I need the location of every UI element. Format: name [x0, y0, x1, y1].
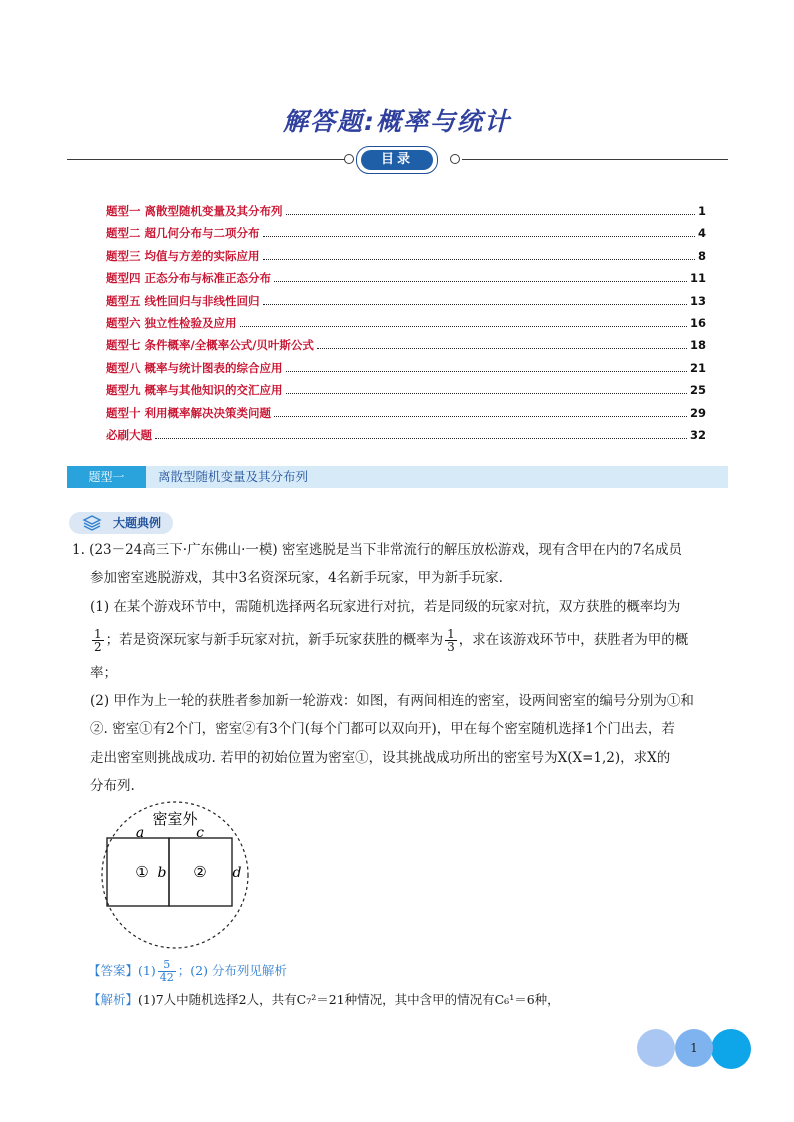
analysis-text: (1)7人中随机选择2人，共有C₇²＝21种情况，其中含甲的情况有C₆¹＝6种，: [138, 992, 560, 1007]
toc-entry-label[interactable]: 必刷大题: [106, 427, 152, 442]
toc-leader: [317, 348, 687, 349]
door-c-label: c: [196, 825, 204, 841]
problem-text-segment: ；若是资深玩家与新手玩家对抗，新手玩家获胜的概率为: [105, 631, 444, 648]
door-a-label: a: [135, 825, 145, 841]
toc-leader: [274, 281, 687, 282]
problem-text: [72, 536, 732, 800]
toc-entry-label[interactable]: 题型十 利用概率解决决策类问题: [106, 405, 272, 420]
toc-entry[interactable]: [106, 270, 706, 292]
divider-dot-left: [344, 154, 354, 164]
toc-entry[interactable]: [106, 427, 706, 449]
problem-line: (1) 在某个游戏环节中，需随机选择两名玩家进行对抗，若是同级的玩家对抗，双方获胜的概率均为: [90, 598, 681, 615]
page-number-badge: [637, 1029, 752, 1067]
toc-entry[interactable]: [106, 293, 706, 315]
example-badge: [69, 512, 173, 534]
decor-circle: [637, 1029, 675, 1067]
toc-leader: [286, 214, 695, 215]
fraction: [445, 628, 457, 653]
toc-entry-page[interactable]: 1: [697, 204, 706, 218]
problem-line: 分布列.: [90, 778, 135, 795]
table-of-contents: [106, 203, 706, 449]
toc-leader: [240, 326, 687, 327]
door-b-label: b: [157, 865, 167, 881]
toc-entry-label[interactable]: 题型七 条件概率/全概率公式/贝叶斯公式: [106, 338, 314, 353]
fraction: [92, 628, 104, 653]
analysis-tag: 【解析】: [88, 992, 139, 1007]
problem-line: 走出密室则挑战成功. 若甲的初始位置为密室①，设其挑战成功所出的密室号为X(X=1,2)，求X的: [90, 749, 671, 766]
fraction-denominator: 42: [159, 971, 174, 984]
answer-line: [88, 959, 287, 984]
fraction-denominator: 2: [94, 639, 102, 654]
badge-label: 大题典例: [113, 516, 162, 530]
toc-entry-label[interactable]: 题型六 独立性检验及应用: [106, 315, 237, 330]
decor-circle: [711, 1029, 751, 1069]
outside-label: 密室外: [152, 810, 198, 828]
answer-part2: ；(2) 分布列见解析: [177, 963, 287, 978]
toc-leader: [263, 259, 695, 260]
toc-leader: [286, 371, 687, 372]
problem-line: 1. (23－24高三下·广东佛山·一模) 密室逃脱是当下非常流行的解压放松游戏，现有含甲在内的7名成员: [72, 542, 683, 558]
toc-leader: [263, 304, 687, 305]
toc-entry[interactable]: [106, 405, 706, 427]
toc-entry-page[interactable]: 13: [689, 293, 706, 308]
problem-line: 率；: [90, 664, 117, 681]
toc-entry-label[interactable]: 题型二 超几何分布与二项分布: [106, 226, 260, 241]
toc-leader: [286, 393, 687, 394]
room-1-label: ①: [135, 863, 149, 881]
problem-line: [82, 621, 732, 659]
page-number-circle: [675, 1029, 713, 1067]
toc-entry-page[interactable]: 32: [689, 427, 706, 442]
toc-entry[interactable]: [106, 360, 706, 382]
document-title: 解答题:概率与统计: [283, 107, 511, 136]
toc-entry[interactable]: [106, 225, 706, 247]
fraction-numerator: 5: [158, 959, 176, 972]
fraction-denominator: 3: [447, 639, 455, 654]
problem-line: ②. 密室①有2个门，密室②有3个门(每个门都可以双向开)，甲在每个密室随机选择1个门出去，若: [90, 721, 675, 738]
answer-tag: 【答案】: [88, 963, 139, 978]
toc-entry[interactable]: [106, 315, 706, 337]
toc-entry-label[interactable]: 题型一 离散型随机变量及其分布列: [106, 204, 283, 218]
answer-part1-prefix: (1): [138, 963, 156, 978]
toc-entry[interactable]: [106, 248, 706, 270]
page-number: 1: [690, 1041, 698, 1055]
section-title: 离散型随机变量及其分布列: [158, 469, 309, 484]
problem-line: (2) 甲作为上一轮的获胜者参加新一轮游戏：如图，有两间相连的密室，设两间密室的编号分别为①和: [90, 693, 694, 710]
fraction-numerator: 1: [447, 626, 455, 641]
toc-entry-label[interactable]: 题型五 线性回归与非线性回归: [106, 293, 260, 308]
toc-entry-page[interactable]: 11: [689, 271, 706, 286]
toc-entry-page[interactable]: 29: [689, 405, 706, 420]
toc-entry[interactable]: [106, 203, 706, 225]
fraction-numerator: 1: [94, 626, 102, 641]
divider-right: [462, 159, 728, 160]
toc-entry-page[interactable]: 8: [697, 248, 706, 263]
toc-entry-page[interactable]: 4: [697, 226, 706, 241]
door-d-label: d: [232, 865, 242, 881]
section-tag: 题型一: [67, 466, 146, 488]
room-2-label: ②: [193, 863, 207, 881]
toc-entry[interactable]: [106, 382, 706, 404]
toc-entry-page[interactable]: 16: [689, 315, 706, 330]
toc-entry-label[interactable]: 题型三 均值与方差的实际应用: [106, 248, 260, 263]
toc-entry-label[interactable]: 题型四 正态分布与标准正态分布: [106, 271, 272, 286]
toc-entry-page[interactable]: 25: [689, 383, 706, 398]
analysis-line: [88, 990, 728, 1010]
toc-leader: [274, 416, 687, 417]
toc-entry[interactable]: [106, 337, 706, 359]
layers-icon: [82, 515, 102, 531]
divider-left: [67, 159, 347, 160]
problem-line: 参加密室逃脱游戏，其中3名资深玩家，4名新手玩家，甲为新手玩家.: [90, 570, 503, 587]
toc-leader: [263, 236, 695, 237]
toc-leader: [155, 438, 687, 439]
answer-fraction: [158, 959, 176, 984]
toc-heading: 目录: [361, 150, 433, 170]
toc-entry-label[interactable]: 题型九 概率与其他知识的交汇应用: [106, 383, 283, 398]
problem-text-segment: ，求在该游戏环节中，获胜者为甲的概: [458, 631, 689, 648]
toc-entry-label[interactable]: 题型八 概率与统计图表的综合应用: [106, 360, 283, 375]
toc-entry-page[interactable]: 18: [689, 338, 706, 353]
toc-heading-badge: [356, 146, 438, 174]
section-header: [67, 466, 728, 488]
divider-dot-right: [450, 154, 460, 164]
escape-room-diagram: [90, 800, 260, 950]
toc-entry-page[interactable]: 21: [689, 360, 706, 375]
